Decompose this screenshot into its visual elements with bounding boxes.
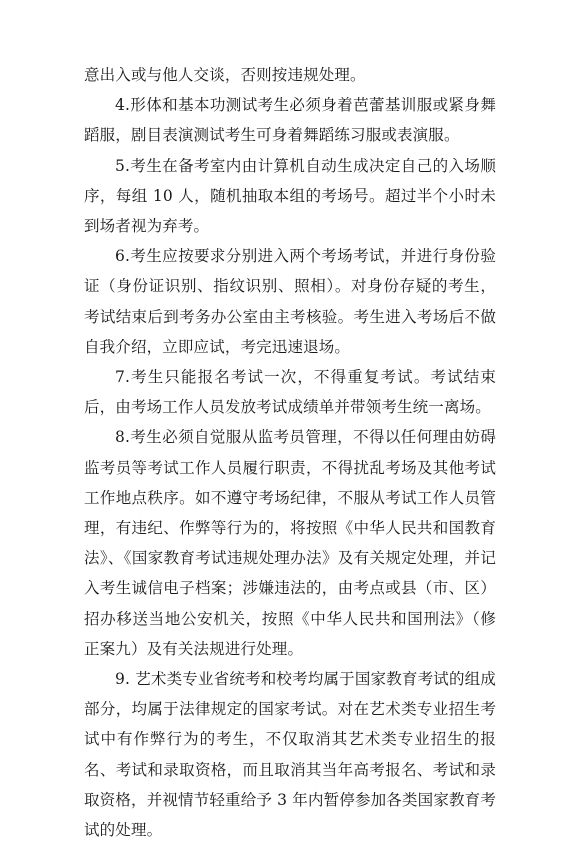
paragraph-item-5: 5.考生在备考室内由计算机自动生成决定自己的入场顺序，每组 10 人，随机抽取本组的考场号。超过半个小时未到场者视为弃考。 [84, 156, 496, 236]
paragraph-item-4: 4.形体和基本功测试考生必须身着芭蕾基训服或紧身舞蹈服，剧目表演测试考生可身着舞蹈练习服或表演服。 [84, 96, 496, 145]
paragraph-continuation: 意出入或与他人交谈，否则按违规处理。 [84, 66, 366, 84]
paragraph-item-6: 6.考生应按要求分别进入两个考场考试，并进行身份验证（身份证识别、指纹识别、照相）。对身份存疑的考生，考试结束后到考务办公室由主考核验。考生进入考场后不做自我介绍，立即应试，考完迅速退场。 [84, 247, 496, 356]
paragraph-item-7: 7.考生只能报名考试一次，不得重复考试。考试结束后，由考场工作人员发放考试成绩单并带领考生统一离场。 [84, 368, 496, 417]
paragraph-item-9: 9. 艺术类专业省统考和校考均属于国家教育考试的组成部分，均属于法律规定的国家考试。对在艺术类专业招生考试中有作弊行为的考生，不仅取消其艺术类专业招生的报名、考试和录取资格，而且取消其当年高考报名、考试和录取资格，并视情节轻重给予 3 年内暂停参加各类国家教育考试的处理。 [84, 670, 496, 840]
document-page [84, 60, 496, 845]
paragraph-item-8: 8.考生必须自觉服从监考员管理，不得以任何理由妨碍监考员等考试工作人员履行职责，不得扰乱考场及其他考试工作地点秩序。如不遵守考场纪律，不服从考试工作人员管理，有违纪、作弊等行为的，将按照《中华人民共和国教育法》、《国家教育考试违规处理办法》及有关规定处理，并记入考生诚信电子档案；涉嫌违法的，由考点或县（市、区）招办移送当地公安机关，按照《中华人民共和国刑法》（修正案九）及有关法规进行处理。 [84, 428, 496, 658]
